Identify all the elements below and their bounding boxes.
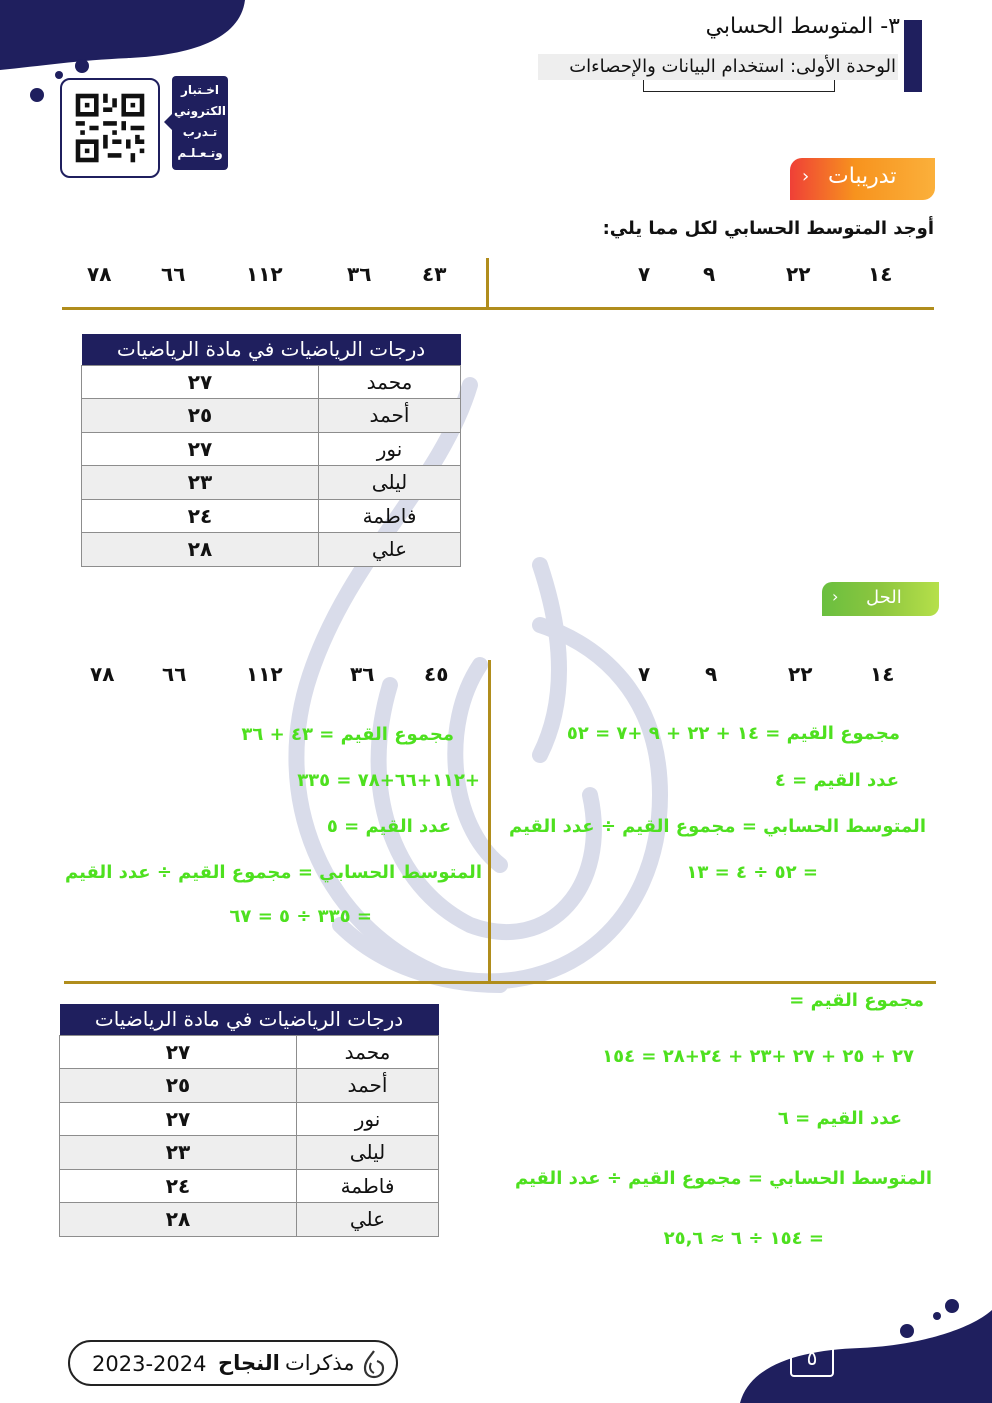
table-row: فاطمة ٢٤: [82, 499, 461, 533]
table-row: نور ٢٧: [82, 432, 461, 466]
value: ٧: [638, 262, 651, 286]
solution-label: الحل: [866, 587, 902, 608]
practice-label: تدريبات: [828, 164, 897, 189]
table-row: ليلى ٢٣: [60, 1136, 439, 1170]
value: ٣٦: [350, 662, 375, 686]
left-result-line: = ٣٣٥ ÷ ٥ = ٦٧: [229, 906, 372, 927]
table-row: علي ٢٨: [82, 533, 461, 567]
question-left-set: [0, 262, 992, 292]
qr-badge[interactable]: [172, 76, 228, 170]
solution-badge: [822, 582, 939, 616]
left-formula-line: المتوسط الحسابي = مجموع القيم ÷ عدد القيم: [65, 862, 482, 883]
practice-chevron-icon: ›: [802, 166, 810, 187]
brand-years: 2023-2024: [92, 1352, 207, 1376]
value: ٤٥: [424, 662, 449, 686]
question-text: أوجد المتوسط الحسابي لكل مما يلي:: [602, 218, 934, 239]
brand-logo-icon: [360, 1349, 388, 1379]
solution-left-set: [0, 662, 992, 692]
table-sum-label: مجموع القيم =: [789, 990, 924, 1011]
value: ١١٢: [246, 662, 283, 686]
page-number: ٥: [790, 1339, 834, 1377]
lesson-title: ٣- المتوسط الحسابي: [705, 14, 900, 39]
table-row: محمد ٢٧: [60, 1035, 439, 1069]
qr-badge-line: تـدرب: [182, 125, 218, 139]
right-count-line: عدد القيم = ٤: [774, 770, 899, 791]
table-title: درجات الرياضيات في مادة الرياضيات: [60, 1004, 439, 1035]
bottom-right-wave: [740, 1290, 992, 1403]
table-row: نور ٢٧: [60, 1102, 439, 1136]
table-sum-line: ٢٧ + ٢٥ + ٢٧ +٢٣ + ٢٤+٢٨ = ١٥٤: [602, 1046, 914, 1067]
left-count-line: عدد القيم = ٥: [326, 816, 451, 837]
table-result-line: = ١٥٤ ÷ ٦ ≈ ٢٥,٦: [663, 1228, 824, 1249]
value: ٧: [638, 662, 651, 686]
qr-badge-line: الكتروني: [173, 104, 227, 118]
right-result-line: = ٥٢ ÷ ٤ = ١٣: [686, 862, 818, 883]
solution-divider-horizontal: [64, 981, 936, 984]
table-row: أحمد ٢٥: [60, 1069, 439, 1103]
qr-frame[interactable]: [60, 78, 160, 178]
value: ٤٣: [422, 262, 447, 286]
right-formula-line: المتوسط الحسابي = مجموع القيم ÷ عدد القيم: [509, 816, 926, 837]
unit-underline: [643, 80, 835, 92]
value: ٩: [703, 262, 716, 286]
value: ٧٨: [90, 662, 115, 686]
value: ٢٢: [788, 662, 813, 686]
grades-table-solution: [59, 1004, 439, 1237]
table-row: أحمد ٢٥: [82, 399, 461, 433]
value: ٧٨: [87, 262, 112, 286]
table-row: ليلى ٢٣: [82, 466, 461, 500]
solution-chevron-icon: ›: [832, 587, 839, 606]
value: ١٤: [870, 662, 895, 686]
table-formula-line: المتوسط الحسابي = مجموع القيم ÷ عدد القيم: [515, 1168, 932, 1189]
table-row: فاطمة ٢٤: [60, 1169, 439, 1203]
qr-badge-line: اخـتبار: [180, 83, 220, 97]
left-sum-line-cont: +١١٢+٦٦+٧٨ = ٣٣٥: [297, 770, 480, 791]
value: ٩: [705, 662, 718, 686]
value: ١٤: [868, 262, 893, 286]
left-sum-line: مجموع القيم = ٤٣ + ٣٦: [241, 724, 454, 745]
footer-brand: [68, 1340, 398, 1386]
brand-prefix: مذكرات: [285, 1351, 355, 1375]
unit-label: الوحدة الأولى: استخدام البيانات والإحصاءات: [538, 54, 898, 80]
table-title: درجات الرياضيات في مادة الرياضيات: [82, 334, 461, 365]
divider-vertical: [486, 258, 489, 308]
value: ٣٦: [347, 262, 372, 286]
value: ١١٢: [246, 262, 283, 286]
value: ٦٦: [162, 662, 187, 686]
value: ٢٢: [786, 262, 811, 286]
table-count-line: عدد القيم = ٦: [777, 1108, 902, 1129]
header-navy-bar: [904, 20, 922, 92]
grades-table: [81, 334, 461, 567]
practice-badge: [790, 158, 935, 200]
brand-name: النجاح: [218, 1351, 280, 1375]
qr-code-icon: [62, 80, 158, 176]
right-sum-line: مجموع القيم = ١٤ + ٢٢ + ٩ +٧ = ٥٢: [566, 723, 900, 744]
divider-horizontal: [62, 307, 934, 310]
qr-badge-pointer: [164, 114, 172, 130]
qr-badge-line: وتـعـلـم: [177, 146, 223, 160]
solution-divider-vertical: [488, 660, 491, 982]
value: ٦٦: [161, 262, 186, 286]
table-row: علي ٢٨: [60, 1203, 439, 1237]
table-row: محمد ٢٧: [82, 365, 461, 399]
